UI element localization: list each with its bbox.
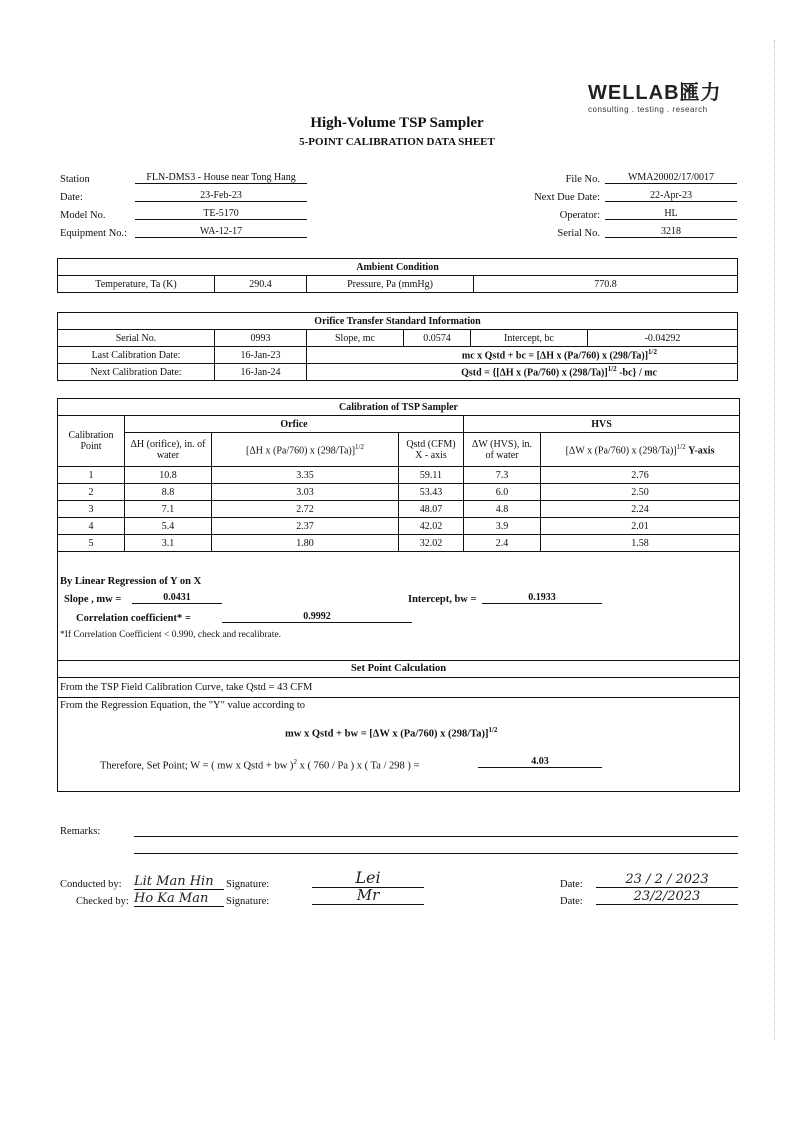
temp-label: Temperature, Ta (K) xyxy=(58,276,215,293)
col-qstd: Qstd (CFM) X - axis xyxy=(399,433,464,467)
next-cal-label: Next Calibration Date: xyxy=(58,364,215,381)
slope-mw-value: 0.0431 xyxy=(132,592,222,604)
checked-date: 23/2/2023 xyxy=(596,889,738,905)
setpoint-line-2: From the Regression Equation, the "Y" value according to xyxy=(60,700,306,711)
conducted-label: Conducted by: xyxy=(60,879,122,890)
due-value: 22-Apr-23 xyxy=(605,190,737,202)
remarks-label: Remarks: xyxy=(60,826,101,837)
ambient-table xyxy=(57,258,738,293)
checked-signature: Mr xyxy=(312,886,424,905)
table-row: 5 3.1 1.80 32.02 2.4 1.58 xyxy=(58,535,740,552)
group-orifice: Orfice xyxy=(125,416,464,433)
orifice-title: Orifice Transfer Standard Information xyxy=(58,313,738,330)
company-logo xyxy=(588,76,722,114)
regression-title: By Linear Regression of Y on X xyxy=(60,576,202,587)
model-value: TE-5170 xyxy=(135,208,307,220)
page-title: High-Volume TSP Sampler xyxy=(310,115,484,131)
station-label: Station xyxy=(60,174,90,185)
corr-note: *If Correlation Coefficient < 0.990, check and recalibrate. xyxy=(60,630,281,640)
setpoint-title: Set Point Calculation xyxy=(350,663,447,674)
checked-date-label: Date: xyxy=(560,896,583,907)
corr-label: Correlation coefficient* = xyxy=(76,613,191,624)
col-dh: ΔH (orifice), in. of water xyxy=(125,433,212,467)
setpoint-value: 4.03 xyxy=(478,756,602,768)
file-label: File No. xyxy=(565,174,600,185)
orifice-serial-label: Serial No. xyxy=(58,330,215,347)
equipment-label: Equipment No.: xyxy=(60,228,128,239)
temp-value: 290.4 xyxy=(215,276,307,293)
table-row: 4 5.4 2.37 42.02 3.9 2.01 xyxy=(58,518,740,535)
conducted-date-label: Date: xyxy=(560,879,583,890)
orifice-serial-value: 0993 xyxy=(215,330,307,347)
operator-label: Operator: xyxy=(559,210,600,221)
logo-text: WELLAB xyxy=(588,82,680,104)
last-cal-label: Last Calibration Date: xyxy=(58,347,215,364)
conducted-signature-label: Signature: xyxy=(226,879,270,890)
logo-tagline: consulting . testing . research xyxy=(588,105,708,114)
intercept-bw-label: Intercept, bw = xyxy=(408,594,477,605)
intercept-label: Intercept, bc xyxy=(471,330,588,347)
intercept-value: -0.04292 xyxy=(588,330,738,347)
conducted-date: 23 / 2 / 2023 xyxy=(596,872,738,888)
remarks-line-2 xyxy=(134,853,738,854)
slope-label: Slope, mc xyxy=(307,330,404,347)
file-value: WMA20002/17/0017 xyxy=(605,172,737,184)
setpoint-equation: mw x Qstd + bw = [ΔW x (Pa/760) x (298/Ta)]$^{1/2}$ xyxy=(285,726,498,740)
group-hvs: HVS xyxy=(464,416,740,433)
equipment-value: WA-12-17 xyxy=(135,226,307,238)
setpoint-divider xyxy=(57,697,740,698)
pressure-label: Pressure, Pa (mmHg) xyxy=(307,276,474,293)
scan-edge xyxy=(774,40,776,1040)
checked-label: Checked by: xyxy=(76,896,129,907)
last-cal-value: 16-Jan-23 xyxy=(215,347,307,364)
page-subtitle: 5-POINT CALIBRATION DATA SHEET xyxy=(299,136,495,148)
logo-chinese: 匯力 xyxy=(679,80,722,104)
table-row: 3 7.1 2.72 48.07 4.8 2.24 xyxy=(58,501,740,518)
conducted-name: Lit Man Hin xyxy=(134,874,224,890)
checked-signature-label: Signature: xyxy=(226,896,270,907)
station-value: FLN-DMS3 - House near Tong Hang xyxy=(135,172,307,184)
intercept-bw-value: 0.1933 xyxy=(482,592,602,604)
orifice-table xyxy=(57,312,738,381)
pressure-value: 770.8 xyxy=(474,276,738,293)
operator-value: HL xyxy=(605,208,737,220)
calibration-table xyxy=(57,398,740,552)
setpoint-header xyxy=(57,660,740,678)
slope-mw-label: Slope , mw = xyxy=(64,594,122,605)
remarks-line-1 xyxy=(134,836,738,837)
col-point: Calibration Point xyxy=(58,416,125,467)
orifice-equation-2: Qstd = {[ΔH x (Pa/760) x (298/Ta)]$^{1/2}$ -bc} / mc xyxy=(307,364,738,381)
col-dh-expr: [ΔH x (Pa/760) x (298/Ta)]$^{1/2}$ xyxy=(212,433,399,467)
ambient-title: Ambient Condition xyxy=(58,259,738,276)
date-value: 23-Feb-23 xyxy=(135,190,307,202)
due-label: Next Due Date: xyxy=(534,192,600,203)
conducted-signature: Lei xyxy=(312,868,424,888)
corr-value: 0.9992 xyxy=(222,611,412,623)
checked-name: Ho Ka Man xyxy=(134,891,224,907)
table-row: 1 10.8 3.35 59.11 7.3 2.76 xyxy=(58,467,740,484)
next-cal-value: 16-Jan-24 xyxy=(215,364,307,381)
col-dw: ΔW (HVS), in. of water xyxy=(464,433,541,467)
serial-value: 3218 xyxy=(605,226,737,238)
setpoint-therefore: Therefore, Set Point; W = ( mw x Qstd + bw )$^2$ x ( 760 / Pa ) x ( Ta / 298 ) = xyxy=(100,758,420,772)
orifice-equation-1: mc x Qstd + bc = [ΔH x (Pa/760) x (298/Ta)]$^{1/2}$ xyxy=(307,347,738,364)
setpoint-line-1: From the TSP Field Calibration Curve, take Qstd = 43 CFM xyxy=(60,682,313,693)
col-dw-expr: [ΔW x (Pa/760) x (298/Ta)]$^{1/2}$ Y-axis xyxy=(541,433,740,467)
calibration-title: Calibration of TSP Sampler xyxy=(58,399,740,416)
date-label: Date: xyxy=(60,192,83,203)
table-row: 2 8.8 3.03 53.43 6.0 2.50 xyxy=(58,484,740,501)
serial-label: Serial No. xyxy=(557,228,600,239)
slope-value: 0.0574 xyxy=(404,330,471,347)
model-label: Model No. xyxy=(60,210,106,221)
